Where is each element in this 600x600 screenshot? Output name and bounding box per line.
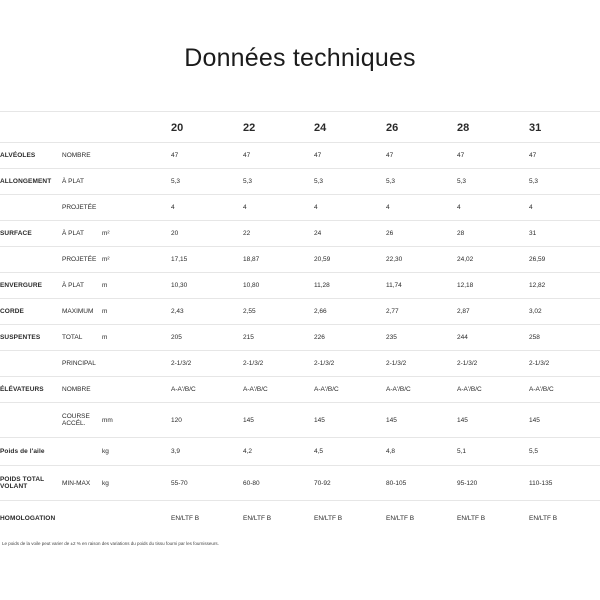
spec-value: 47 <box>314 143 386 169</box>
spec-value: 3,9 <box>171 438 243 466</box>
spec-row <box>0 247 600 273</box>
spec-sub-label: COURSE ACCÉL. <box>62 403 102 438</box>
spec-value: 95-120 <box>457 466 529 501</box>
spec-value: 205 <box>171 325 243 351</box>
spec-unit: m <box>102 273 171 299</box>
spec-unit: kg <box>102 466 171 501</box>
spec-value: 4 <box>386 195 457 221</box>
spec-value: 145 <box>386 403 457 438</box>
spec-group-label: Poids de l'aile <box>0 438 62 466</box>
footnote: Le poids de la voile peut varier de ±2 % en raison des variations du poids du tissu fourni par les fournisseurs. <box>2 541 219 546</box>
header-spacer <box>0 112 62 143</box>
spec-unit: m² <box>102 221 171 247</box>
spec-value: 55-70 <box>171 466 243 501</box>
spec-row <box>0 299 600 325</box>
spec-sub-label: À PLAT <box>62 273 102 299</box>
spec-value: A-A'/B/C <box>314 377 386 403</box>
spec-value: A-A'/B/C <box>386 377 457 403</box>
spec-value: 4 <box>171 195 243 221</box>
spec-row <box>0 438 600 466</box>
spec-row <box>0 143 600 169</box>
spec-sub-label: PROJETÉE <box>62 195 102 221</box>
spec-row <box>0 501 600 536</box>
spec-value: EN/LTF B <box>314 501 386 536</box>
spec-unit <box>102 195 171 221</box>
spec-value: 2,87 <box>457 299 529 325</box>
spec-value: EN/LTF B <box>457 501 529 536</box>
spec-value: A-A'/B/C <box>171 377 243 403</box>
spec-value: A-A'/B/C <box>529 377 600 403</box>
size-header: 22 <box>243 112 314 143</box>
spec-row <box>0 351 600 377</box>
spec-value: 26 <box>386 221 457 247</box>
spec-value: 11,74 <box>386 273 457 299</box>
spec-value: 110-135 <box>529 466 600 501</box>
spec-row <box>0 221 600 247</box>
spec-group-label <box>0 351 62 377</box>
spec-value: 145 <box>243 403 314 438</box>
spec-value: 70-92 <box>314 466 386 501</box>
spec-value: 5,3 <box>529 169 600 195</box>
header-spacer <box>102 112 171 143</box>
spec-value: 24,02 <box>457 247 529 273</box>
spec-value: 258 <box>529 325 600 351</box>
spec-value: 26,59 <box>529 247 600 273</box>
spec-value: 47 <box>171 143 243 169</box>
spec-value: 5,3 <box>457 169 529 195</box>
spec-value: 4,2 <box>243 438 314 466</box>
spec-value: 145 <box>457 403 529 438</box>
spec-value: 2,77 <box>386 299 457 325</box>
spec-row <box>0 325 600 351</box>
spec-unit <box>102 377 171 403</box>
spec-group-label <box>0 403 62 438</box>
spec-value: 2-1/3/2 <box>529 351 600 377</box>
spec-value: 4 <box>529 195 600 221</box>
spec-sub-label: PRINCIPAL <box>62 351 102 377</box>
spec-value: 2,43 <box>171 299 243 325</box>
spec-value: 2,66 <box>314 299 386 325</box>
spec-unit: mm <box>102 403 171 438</box>
spec-value: 145 <box>314 403 386 438</box>
spec-row <box>0 273 600 299</box>
spec-value: 22 <box>243 221 314 247</box>
spec-value: 5,5 <box>529 438 600 466</box>
spec-sub-label: TOTAL <box>62 325 102 351</box>
spec-value: 12,82 <box>529 273 600 299</box>
spec-value: 4 <box>243 195 314 221</box>
spec-unit <box>102 501 171 536</box>
spec-value: 5,3 <box>314 169 386 195</box>
spec-sub-label <box>62 438 102 466</box>
spec-value: 17,15 <box>171 247 243 273</box>
spec-value: 10,80 <box>243 273 314 299</box>
spec-value: 2-1/3/2 <box>243 351 314 377</box>
spec-value: EN/LTF B <box>243 501 314 536</box>
spec-value: A-A'/B/C <box>457 377 529 403</box>
spec-sub-label: NOMBRE <box>62 377 102 403</box>
specs-body <box>0 143 600 536</box>
spec-value: 4,8 <box>386 438 457 466</box>
spec-value: 2-1/3/2 <box>386 351 457 377</box>
spec-group-label: ALLONGEMENT <box>0 169 62 195</box>
spec-value: EN/LTF B <box>386 501 457 536</box>
spec-unit <box>102 351 171 377</box>
spec-value: 244 <box>457 325 529 351</box>
size-header: 26 <box>386 112 457 143</box>
spec-sub-label: MAXIMUM <box>62 299 102 325</box>
spec-value: 4,5 <box>314 438 386 466</box>
spec-sub-label: À PLAT <box>62 169 102 195</box>
spec-value: 2,55 <box>243 299 314 325</box>
size-header: 31 <box>529 112 600 143</box>
spec-unit <box>102 143 171 169</box>
spec-unit: kg <box>102 438 171 466</box>
spec-value: 31 <box>529 221 600 247</box>
spec-row <box>0 466 600 501</box>
spec-row <box>0 195 600 221</box>
spec-group-label: ÉLÉVATEURS <box>0 377 62 403</box>
spec-value: 226 <box>314 325 386 351</box>
spec-value: 2-1/3/2 <box>457 351 529 377</box>
spec-unit: m² <box>102 247 171 273</box>
spec-group-label: ALVÉOLES <box>0 143 62 169</box>
spec-row <box>0 403 600 438</box>
spec-value: 235 <box>386 325 457 351</box>
spec-value: EN/LTF B <box>171 501 243 536</box>
size-header-row <box>0 112 600 143</box>
specs-table <box>0 111 600 535</box>
spec-value: 4 <box>457 195 529 221</box>
spec-unit: m <box>102 325 171 351</box>
spec-value: 5,3 <box>243 169 314 195</box>
spec-sub-label: À PLAT <box>62 221 102 247</box>
spec-value: 2-1/3/2 <box>171 351 243 377</box>
spec-value: A-A'/B/C <box>243 377 314 403</box>
spec-value: 145 <box>529 403 600 438</box>
spec-value: 215 <box>243 325 314 351</box>
spec-value: 11,28 <box>314 273 386 299</box>
spec-group-label: POIDS TOTAL VOLANT <box>0 466 62 501</box>
spec-sub-label <box>62 501 102 536</box>
spec-value: 5,3 <box>386 169 457 195</box>
spec-value: 47 <box>243 143 314 169</box>
spec-value: 4 <box>314 195 386 221</box>
spec-value: 47 <box>386 143 457 169</box>
spec-group-label: CORDE <box>0 299 62 325</box>
spec-sub-label: PROJETÉE <box>62 247 102 273</box>
spec-value: 28 <box>457 221 529 247</box>
spec-value: 120 <box>171 403 243 438</box>
page-title: Données techniques <box>184 44 416 72</box>
spec-value: 80-105 <box>386 466 457 501</box>
header-spacer <box>62 112 102 143</box>
spec-value: 5,3 <box>171 169 243 195</box>
spec-group-label <box>0 247 62 273</box>
spec-unit: m <box>102 299 171 325</box>
spec-row <box>0 169 600 195</box>
spec-group-label: HOMOLOGATION <box>0 501 62 536</box>
spec-value: 20,59 <box>314 247 386 273</box>
spec-value: 5,1 <box>457 438 529 466</box>
spec-group-label <box>0 195 62 221</box>
spec-value: 60-80 <box>243 466 314 501</box>
spec-sub-label: NOMBRE <box>62 143 102 169</box>
spec-value: EN/LTF B <box>529 501 600 536</box>
spec-value: 24 <box>314 221 386 247</box>
spec-value: 47 <box>457 143 529 169</box>
spec-sub-label: MIN-MAX <box>62 466 102 501</box>
spec-value: 3,02 <box>529 299 600 325</box>
spec-value: 10,30 <box>171 273 243 299</box>
size-header: 28 <box>457 112 529 143</box>
spec-group-label: SUSPENTES <box>0 325 62 351</box>
size-header: 24 <box>314 112 386 143</box>
spec-value: 2-1/3/2 <box>314 351 386 377</box>
spec-value: 22,30 <box>386 247 457 273</box>
spec-group-label: ENVERGURE <box>0 273 62 299</box>
spec-value: 12,18 <box>457 273 529 299</box>
spec-unit <box>102 169 171 195</box>
spec-value: 20 <box>171 221 243 247</box>
spec-row <box>0 377 600 403</box>
spec-value: 18,87 <box>243 247 314 273</box>
spec-value: 47 <box>529 143 600 169</box>
size-header: 20 <box>171 112 243 143</box>
spec-group-label: SURFACE <box>0 221 62 247</box>
